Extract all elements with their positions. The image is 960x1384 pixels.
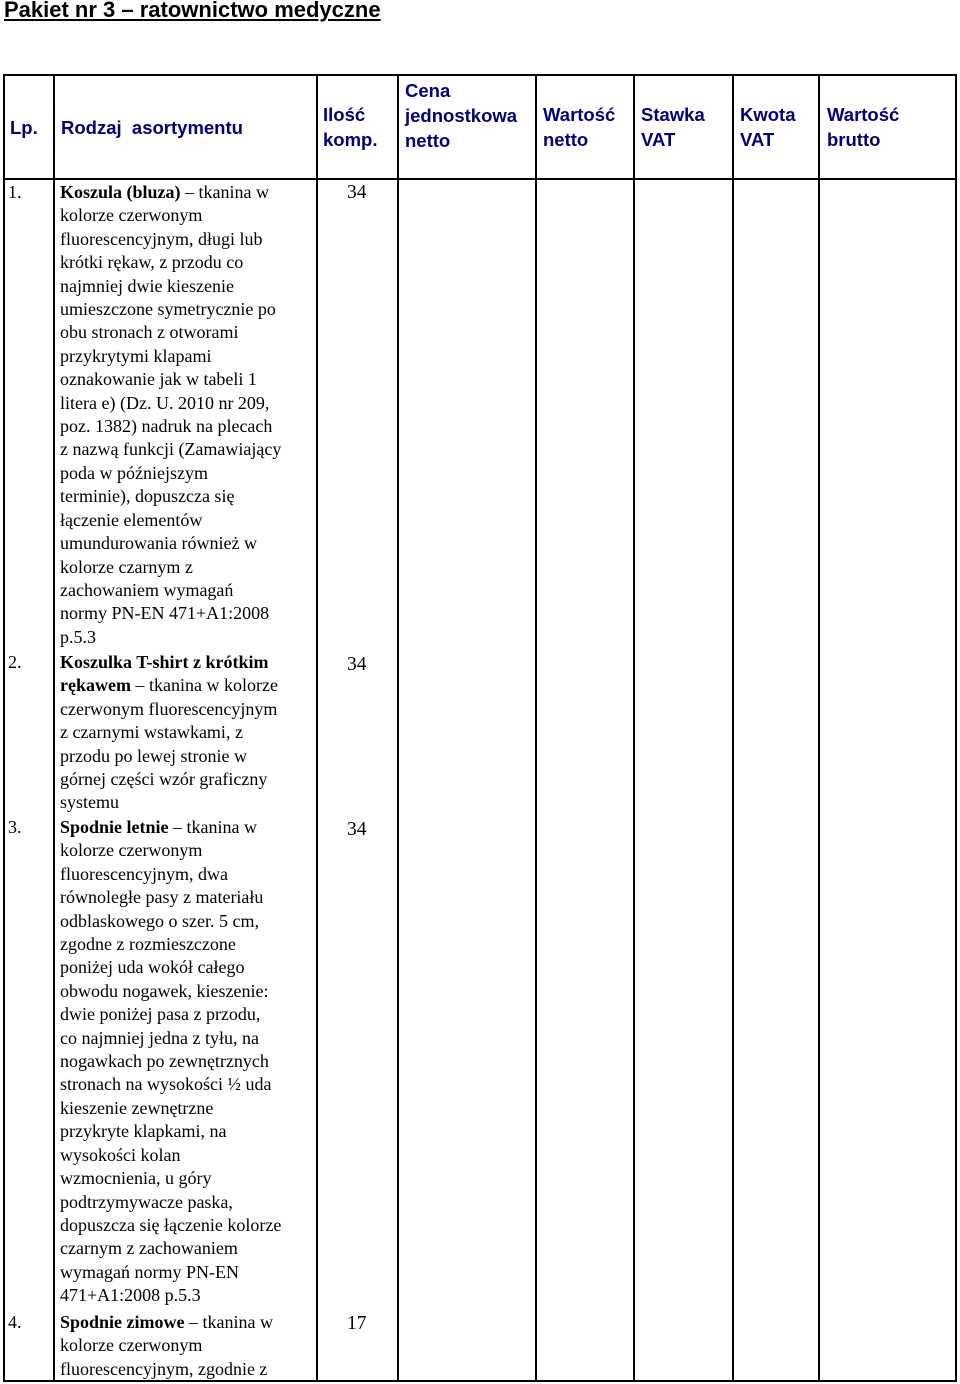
row-2-line: górnej części wzór graficzny <box>60 769 268 790</box>
row-2-line: systemu <box>60 792 120 813</box>
row-1-line: p.5.3 <box>60 626 96 647</box>
row-1-lp: 1. <box>8 182 22 202</box>
header-cena-line-1: Cena <box>405 80 451 101</box>
row-4-line: kolorze czerwonym <box>60 1335 203 1356</box>
row-1-qty: 34 <box>347 182 367 203</box>
header-kwota-vat <box>740 75 818 179</box>
row-3-line: równoległe pasy z materiału <box>60 887 264 908</box>
row-4-description <box>60 1311 322 1381</box>
row-4-qty: 17 <box>347 1313 367 1334</box>
row-3-qty: 34 <box>347 819 367 840</box>
row-3-line: czarnym z zachowaniem <box>60 1238 238 1259</box>
row-3-item-name: Spodnie letnie <box>60 817 169 837</box>
row-2-line: czerwonym fluorescencyjnym <box>60 698 278 719</box>
header-cena-line-3: netto <box>405 130 451 151</box>
row-4-line: – tkanina w <box>184 1312 273 1332</box>
header-ilosc <box>323 75 395 179</box>
row-1-line: zachowaniem wymagań <box>60 579 234 600</box>
row-3-line: stronach na wysokości ½ uda <box>60 1074 272 1095</box>
row-3-line: poniżej uda wokół całego <box>60 957 245 978</box>
row-3-description <box>60 816 322 1308</box>
row-3-line: zgodne z rozmieszczone <box>60 934 236 955</box>
row-3-line: obwodu nogawek, kieszenie: <box>60 980 269 1001</box>
row-4-line: fluorescencyjnym, zgodnie z <box>60 1358 268 1379</box>
row-1-line: łączenie elementów <box>60 509 203 530</box>
row-1-line: fluorescencyjnym, długi lub <box>60 228 263 249</box>
row-1-line: poz. 1382) nadruk na plecach <box>60 416 273 437</box>
row-3-line: odblaskowego o szer. 5 cm, <box>60 910 259 931</box>
row-1-line: umundurowania również w <box>60 533 257 554</box>
row-3-line: wymagań normy PN-EN <box>60 1261 239 1282</box>
row-3-line: dopuszcza się łączenie kolorze <box>60 1214 282 1235</box>
row-2-item-name-cont: rękawem <box>60 675 131 696</box>
page-title: Pakiet nr 3 – ratownictwo medyczne <box>4 0 381 22</box>
row-3-lp: 3. <box>8 817 22 837</box>
header-stawka-vat-line-1: Stawka <box>641 104 705 125</box>
row-1-line: litera e) (Dz. U. 2010 nr 209, <box>60 392 270 413</box>
header-cena-line-2: jednostkowa <box>405 105 518 126</box>
header-wartosc-brutto-line-2: brutto <box>827 129 881 150</box>
row-4-lp: 4. <box>8 1312 22 1332</box>
row-1-line: obu stronach z otworami <box>60 322 239 343</box>
row-3-line: wysokości kolan <box>60 1144 181 1165</box>
row-1-line: przykrytymi klapami <box>60 345 212 366</box>
row-1-line: z nazwą funkcji (Zamawiający <box>60 439 282 460</box>
row-2-item-name: Koszulka T-shirt z krótkim <box>60 652 269 672</box>
header-wartosc-brutto-line-1: Wartość <box>827 104 900 125</box>
row-3-line: 471+A1:2008 p.5.3 <box>60 1285 201 1306</box>
row-3-line: fluorescencyjnym, dwa <box>60 863 228 884</box>
row-1-line: kolorze czarnym z <box>60 556 193 577</box>
row-1-line: krótki rękaw, z przodu co <box>60 252 244 273</box>
row-1-description <box>60 181 322 649</box>
header-kwota-vat-line-1: Kwota <box>740 104 796 125</box>
row-2-line: – tkanina w kolorze <box>130 675 278 696</box>
header-stawka-vat <box>641 75 731 179</box>
row-3-line: nogawkach po zewnętrznych <box>60 1051 269 1072</box>
row-3-line: przykryte klapkami, na <box>60 1121 227 1142</box>
row-3-line: dwie poniżej pasa z przodu, <box>60 1004 261 1025</box>
row-1-line: terminie), dopuszcza się <box>60 486 235 507</box>
row-1-line: umieszczone symetrycznie po <box>60 299 276 320</box>
header-lp <box>10 75 52 179</box>
header-ilosc-line-1: Ilość <box>323 104 366 125</box>
header-wartosc-netto-line-1: Wartość <box>543 104 616 125</box>
header-kwota-vat-line-2: VAT <box>740 129 775 150</box>
row-3-line: kieszenie zewnętrzne <box>60 1097 214 1118</box>
header-wartosc-netto-line-2: netto <box>543 129 589 150</box>
row-3-line: – tkanina w <box>168 817 258 837</box>
row-2-description <box>60 651 322 815</box>
row-3-line: podtrzymywacze paska, <box>60 1191 233 1212</box>
row-2-qty: 34 <box>347 654 367 675</box>
row-1-line: kolorze czerwonym <box>60 205 203 226</box>
row-2-lp: 2. <box>8 652 22 672</box>
header-rodzaj-text: Rodzaj asortymentu <box>61 116 243 138</box>
row-4-item-name: Spodnie zimowe <box>60 1312 185 1332</box>
row-3-line: kolorze czerwonym <box>60 840 203 861</box>
row-1-line: normy PN-EN 471+A1:2008 <box>60 603 270 624</box>
row-1-line: oznakowanie jak w tabeli 1 <box>60 369 257 390</box>
header-ilosc-line-2: komp. <box>323 129 378 150</box>
row-1-line: najmniej dwie kieszenie <box>60 275 234 296</box>
row-3-line: co najmniej jedna z tyłu, na <box>60 1027 259 1048</box>
row-2-line: przodu po lewej stronie w <box>60 745 247 766</box>
header-stawka-vat-line-2: VAT <box>641 129 676 150</box>
row-1-line: – tkanina w <box>180 182 269 202</box>
row-1-item-name: Koszula (bluza) <box>60 182 181 202</box>
header-lp-text: Lp. <box>10 116 38 138</box>
row-2-line: z czarnymi wstawkami, z <box>60 722 243 743</box>
header-wartosc-netto <box>543 75 633 179</box>
header-wartosc-brutto <box>827 75 953 179</box>
row-1-line: poda w późniejszym <box>60 462 208 483</box>
row-3-line: wzmocnienia, u góry <box>60 1168 212 1189</box>
header-cena <box>405 75 535 178</box>
header-rodzaj <box>61 75 315 179</box>
